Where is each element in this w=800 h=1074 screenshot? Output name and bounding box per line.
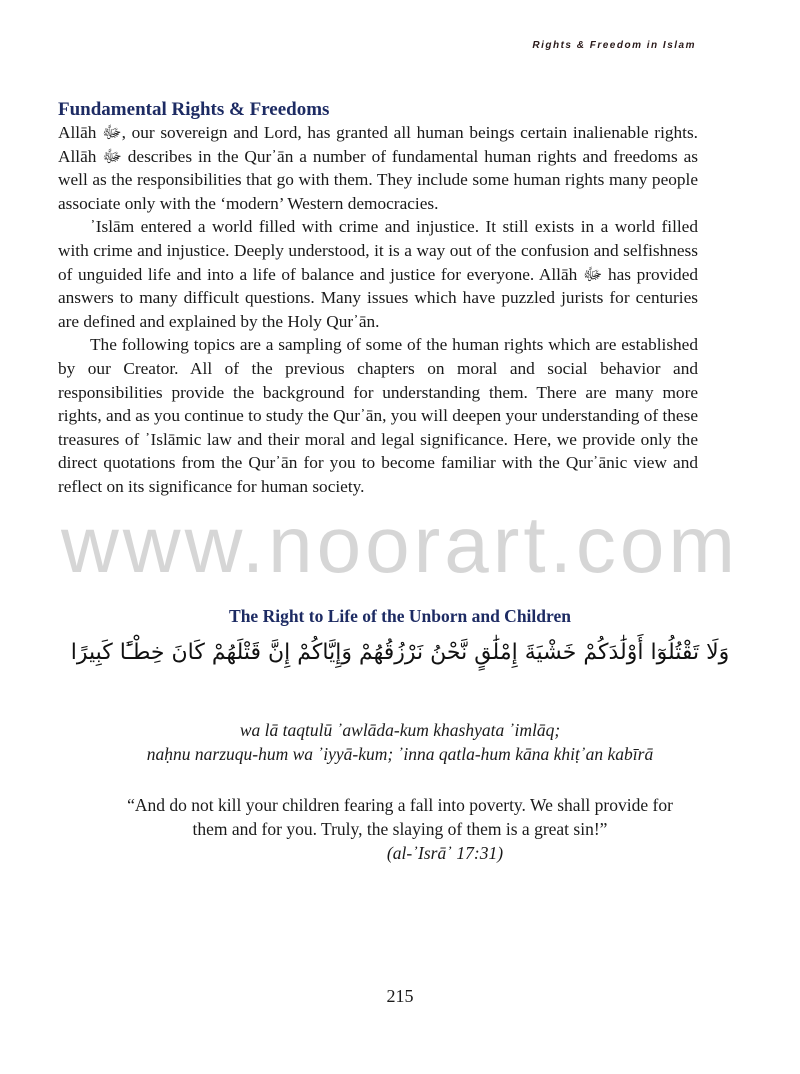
paragraph: ᾿Islām entered a world filled with crime and injustice. It still exists in a world filled with crime and injustice. Deeply understood, it is a way out of the confusion and selfishness of unguided life and into a life of balance and justice for everyone. Allāh ﷻ has provided answers to many difficult questions. Many issues which have puzzled jurists for centuries are defined and explained by the Holy Qur᾿ān. xyxy=(58,217,699,331)
section-heading: Fundamental Rights & Freedoms xyxy=(58,99,330,120)
transliteration xyxy=(40,718,760,766)
subheading: The Right to Life of the Unborn and Children xyxy=(229,606,571,626)
verse-reference: (al-᾿Isrā᾿ 17:31) xyxy=(386,843,504,863)
translation-line: them and for you. Truly, the slaying of them is a great sin!” xyxy=(192,819,608,839)
paragraph: Allāh ﷻ, our sovereign and Lord, has granted all human beings certain inalienable rights. Allāh ﷻ describes in the Qur᾿ān a number of fundamental human rights and freedoms as well as the responsibilities that go with them. They include some human rights many people associate only with the ‘modern’ Western democracies. xyxy=(58,123,698,213)
translation-line: “And do not kill your children fearing a fall into poverty. We shall provide for xyxy=(127,795,673,815)
translation xyxy=(40,793,760,865)
paragraph: The following topics are a sampling of some of the human rights which are established by our Creator. All of the previous chapters on moral and social behavior and responsibilities provide the background for understanding them. There are many more rights, and as you continue to study the Qur᾿ān, you will deepen your understanding of these treasures of ᾿Islāmic law and their moral and legal significance. Here, we provide only the direct quotations from the Qur᾿ān for you to become familiar with the Qur᾿ānic view and reflect on its significance for human society. xyxy=(58,335,698,496)
transliteration-line: naḥnu narzuqu-hum wa ᾿iyyā-kum; ᾿inna qatla-hum kāna khiṭ᾿an kabīrā xyxy=(146,744,654,764)
arabic-verse: وَلَا تَقْتُلُوٓا أَوْلَٰدَكُمْ خَشْيَةَ إِمْلَٰقٍ نَّحْنُ نَرْزُقُهُمْ وَإِيَّاكُمْ إِنَّ قَتْلَهُمْ كَانَ خِطْـًٔا كَبِيرًا xyxy=(70,640,730,665)
page-number: 215 xyxy=(386,986,414,1006)
main-text xyxy=(58,99,698,499)
transliteration-line: wa lā taqtulū ᾿awlāda-kum khashyata ᾿imlāq; xyxy=(239,720,561,740)
watermark: www.noorart.com xyxy=(61,500,739,589)
running-head: Rights & Freedom in Islam xyxy=(532,40,696,51)
